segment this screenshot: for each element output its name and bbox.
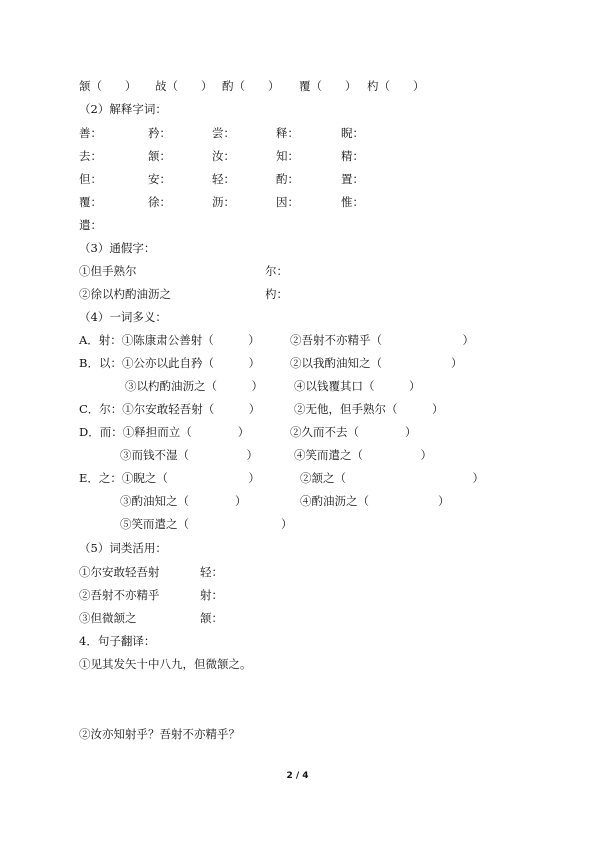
section-5-heading (0, 539, 595, 557)
vocab-cell: 释： (276, 126, 299, 140)
heading-text: 4．句子翻译： (79, 634, 156, 648)
pron-item-4: 覆（ ） (299, 79, 357, 93)
polysemy-a: B．以：①公亦以此自矜（ ） (79, 356, 260, 370)
translation-sentence: ②汝亦知射乎？吾射不亦精乎？ (79, 727, 240, 741)
heading-text: （5）词类活用： (79, 541, 167, 555)
heading-text: （2）解释字词： (79, 102, 167, 116)
translation-item-1 (0, 655, 595, 673)
vocab-cell: 矜： (148, 126, 171, 140)
vocab-cell: 颔： (148, 149, 171, 163)
polysemy-b: ②无他，但手熟尔（ ） (294, 402, 444, 416)
tongjia-item-1 (0, 262, 595, 280)
vocab-row-1 (0, 124, 595, 142)
item-sentence: ①尔安敢轻吾射 (79, 565, 160, 579)
polysemy-a: D．而：①释担而立（ ） (79, 425, 250, 439)
vocab-cell: 酌： (276, 172, 299, 186)
polysemy-a: ③以杓酌油沥之（ ） (125, 379, 263, 393)
translation-sentence: ①见其发矢十中八九，但微颔之。 (79, 657, 252, 671)
vocab-row-2 (0, 147, 595, 165)
pron-item-3: 酌（ ） (222, 79, 280, 93)
item-sentence: ②吾射不亦精乎 (79, 588, 160, 602)
polysemy-row-3 (0, 377, 595, 395)
translation-heading (0, 632, 595, 650)
section-4-heading (0, 308, 595, 326)
item-sentence: ③但微颔之 (79, 611, 137, 625)
page-number: 2 / 4 (286, 771, 309, 781)
heading-text: （3）通假字： (79, 241, 156, 255)
polysemy-row-2 (0, 354, 595, 372)
pronunciation-row (0, 77, 595, 95)
translation-item-2 (0, 725, 595, 743)
item-char: 颔： (200, 611, 223, 625)
polysemy-b: ②颔之（ ） (300, 471, 484, 485)
polysemy-b: ②以我酌油知之（ ） (290, 356, 463, 370)
usage-item-2 (0, 586, 595, 604)
vocab-cell: 精： (341, 149, 364, 163)
vocab-cell: 知： (276, 149, 299, 163)
vocab-row-5 (0, 216, 595, 234)
polysemy-a: ③酌油知之（ ） (120, 494, 247, 508)
polysemy-row-8 (0, 492, 595, 510)
polysemy-row-7 (0, 469, 595, 487)
usage-item-1 (0, 563, 595, 581)
heading-text: （4）一词多义： (79, 310, 167, 324)
vocab-cell: 惟： (341, 195, 364, 209)
vocab-cell: 睨： (341, 126, 364, 140)
section-2-heading (0, 100, 595, 118)
pron-item-2: 敁（ ） (155, 79, 213, 93)
pron-item-1: 颔（ ） (79, 79, 137, 93)
vocab-cell: 轻： (212, 172, 235, 186)
polysemy-row-1 (0, 331, 595, 349)
tongjia-item-2 (0, 285, 595, 303)
vocab-cell: 置： (341, 172, 364, 186)
polysemy-row-9 (0, 515, 595, 533)
vocab-row-4 (0, 193, 595, 211)
vocab-cell: 遣： (79, 218, 102, 232)
vocab-cell: 去： (79, 149, 102, 163)
polysemy-a: E．之：①睨之（ ） (79, 471, 260, 485)
polysemy-a: ③而钱不湿（ ） (120, 448, 258, 462)
item-sentence: ②徐以杓酌油沥之 (79, 287, 171, 301)
item-char: 射： (200, 588, 223, 602)
polysemy-b: ④以钱覆其口（ ） (294, 379, 421, 393)
vocab-cell: 善： (79, 126, 102, 140)
vocab-cell: 覆： (79, 195, 102, 209)
vocab-cell: 尝： (212, 126, 235, 140)
item-char: 杓： (265, 287, 288, 301)
item-char: 轻： (200, 565, 223, 579)
polysemy-a: A．射：①陈康肃公善射（ ） (79, 333, 260, 347)
usage-item-3 (0, 609, 595, 627)
polysemy-b: ②吾射不亦精乎（ ） (290, 333, 474, 347)
vocab-cell: 因： (276, 195, 299, 209)
vocab-cell: 但： (79, 172, 102, 186)
polysemy-row-4 (0, 400, 595, 418)
polysemy-row-5 (0, 423, 595, 441)
item-char: 尔： (265, 264, 288, 278)
polysemy-row-6 (0, 446, 595, 464)
item-sentence: ①但手熟尔 (79, 264, 137, 278)
vocab-row-3 (0, 170, 595, 188)
section-3-heading (0, 239, 595, 257)
polysemy-b: ④酌油沥之（ ） (300, 494, 450, 508)
polysemy-a: ⑤笑而遣之（ ） (120, 517, 293, 531)
vocab-cell: 安： (148, 172, 171, 186)
vocab-cell: 汝： (212, 149, 235, 163)
vocab-cell: 徐： (148, 195, 171, 209)
vocab-cell: 沥： (212, 195, 235, 209)
polysemy-b: ④笑而遣之（ ） (294, 448, 432, 462)
polysemy-b: ②久而不去（ ） (290, 425, 417, 439)
pron-item-5: 杓（ ） (367, 79, 425, 93)
polysemy-a: C．尔：①尔安敢轻吾射（ ） (79, 402, 261, 416)
